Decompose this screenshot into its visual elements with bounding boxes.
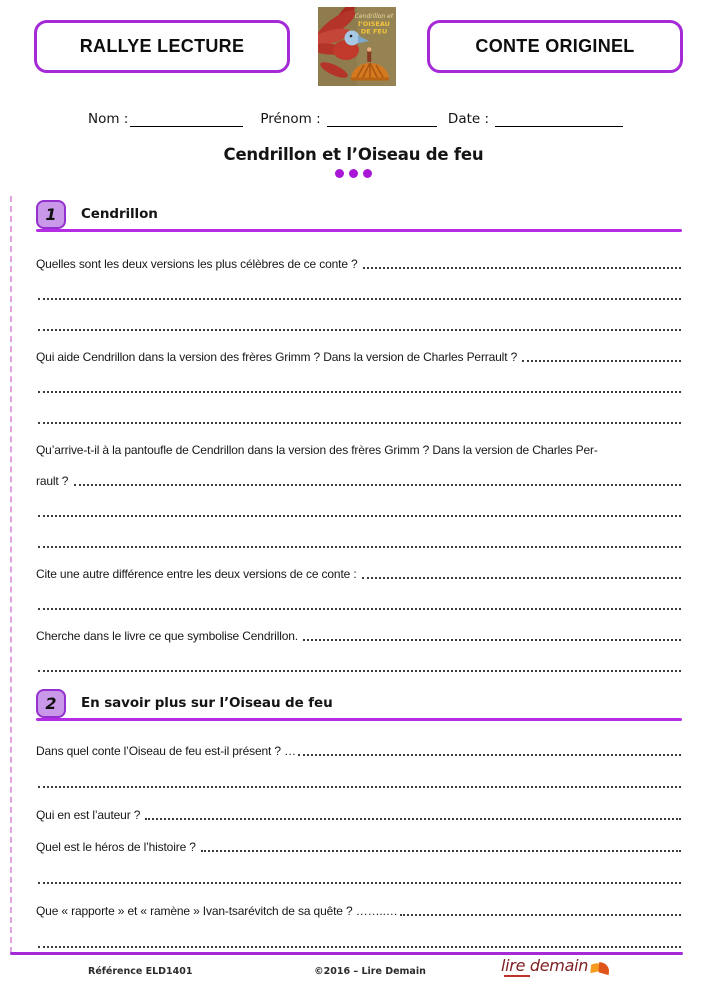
answer-dotted-line bbox=[38, 422, 681, 424]
left-dashed-rail bbox=[10, 196, 12, 953]
section-header bbox=[36, 199, 682, 229]
question-row bbox=[36, 613, 682, 644]
answer-row bbox=[36, 919, 682, 951]
question-text: Quelles sont les deux versions les plus célèbres de ce conte ? bbox=[36, 256, 361, 271]
answer-row bbox=[36, 582, 682, 613]
rallye-lecture-label: RALLYE LECTURE bbox=[79, 36, 245, 56]
publisher-logo-tagline bbox=[504, 975, 530, 977]
answer-dotted-line bbox=[362, 577, 681, 579]
book-cover-image bbox=[318, 7, 396, 86]
cover-title-line: l’OISEAU bbox=[358, 20, 390, 28]
section-header bbox=[36, 688, 682, 718]
cover-title-line: Cendrillon et bbox=[354, 13, 394, 20]
section-body bbox=[36, 727, 682, 951]
book-cover-illustration bbox=[318, 7, 396, 86]
name-label: Nom : bbox=[88, 111, 129, 127]
firstname-blank-line bbox=[327, 109, 437, 127]
title-dot bbox=[335, 169, 344, 178]
answer-dotted-line bbox=[38, 882, 681, 884]
footer-reference: Référence ELD1401 bbox=[88, 966, 193, 977]
answer-dotted-line bbox=[400, 914, 681, 916]
section-body bbox=[36, 241, 682, 675]
date-label: Date : bbox=[447, 111, 494, 127]
bottom-border-line bbox=[10, 952, 683, 955]
question-text: Qui aide Cendrillon dans la version des frères Grimm ? Dans la version de Charles Perrault ? bbox=[36, 349, 521, 364]
name-blank-line bbox=[130, 109, 243, 127]
section-number-badge: 1 bbox=[36, 200, 66, 229]
answer-dotted-line bbox=[201, 850, 681, 852]
question-text: rault ? bbox=[36, 473, 72, 488]
answer-row bbox=[36, 644, 682, 675]
answer-row bbox=[36, 396, 682, 427]
answer-row bbox=[36, 272, 682, 303]
section-oiseau-de-feu bbox=[36, 688, 682, 951]
identity-row bbox=[88, 103, 623, 127]
answer-dotted-line bbox=[38, 670, 681, 672]
title-dot bbox=[349, 169, 358, 178]
answer-dotted-line bbox=[38, 329, 681, 331]
answer-row bbox=[36, 303, 682, 334]
answer-dotted-line bbox=[38, 546, 681, 548]
question-row bbox=[36, 727, 682, 759]
question-text: Quel est le héros de l’histoire ? bbox=[36, 839, 199, 854]
question-row bbox=[36, 791, 682, 823]
answer-dotted-line bbox=[145, 818, 681, 820]
question-text: Cherche dans le livre ce que symbolise Cendrillon. bbox=[36, 628, 302, 643]
section-underline bbox=[36, 229, 682, 232]
question-row bbox=[36, 427, 682, 458]
answer-dotted-line bbox=[363, 267, 681, 269]
publisher-logo-text: lire demain bbox=[501, 956, 589, 975]
question-text: Dans quel conte l’Oiseau de feu est-il présent ? … bbox=[36, 743, 296, 758]
answer-dotted-line bbox=[38, 391, 681, 393]
question-text: Qu’arrive-t-il à la pantoufle de Cendrillon dans la version des frères Grimm ? Dans la version de Charles Per- bbox=[36, 442, 598, 457]
conte-originel-label: CONTE ORIGINEL bbox=[475, 36, 635, 56]
date-blank-line bbox=[495, 109, 623, 127]
answer-row bbox=[36, 365, 682, 396]
rallye-lecture-badge bbox=[34, 20, 290, 73]
worksheet-title: Cendrillon et l’Oiseau de feu bbox=[223, 145, 484, 164]
footer-copyright: ©2016 – Lire Demain bbox=[314, 966, 426, 977]
answer-dotted-line bbox=[74, 484, 682, 486]
publisher-logo bbox=[501, 958, 612, 975]
answer-row bbox=[36, 489, 682, 520]
answer-row bbox=[36, 759, 682, 791]
question-row bbox=[36, 334, 682, 365]
title-dots bbox=[0, 169, 707, 178]
section-cendrillon bbox=[36, 199, 682, 675]
section-number-badge: 2 bbox=[36, 689, 66, 718]
section-title: En savoir plus sur l’Oiseau de feu bbox=[81, 695, 333, 711]
answer-dotted-line bbox=[298, 754, 681, 756]
answer-dotted-line bbox=[38, 608, 681, 610]
question-row bbox=[36, 458, 682, 489]
question-row bbox=[36, 887, 682, 919]
cover-title-line: DE FEU bbox=[360, 27, 388, 36]
firstname-label: Prénom : bbox=[260, 111, 325, 127]
question-text: Cite une autre différence entre les deux versions de ce conte : bbox=[36, 566, 360, 581]
answer-dotted-line bbox=[38, 786, 681, 788]
answer-dotted-line bbox=[522, 360, 681, 362]
question-text: Qui en est l’auteur ? bbox=[36, 807, 144, 822]
answer-dotted-line bbox=[38, 946, 681, 948]
answer-dotted-line bbox=[303, 639, 681, 641]
answer-row bbox=[36, 520, 682, 551]
answer-dotted-line bbox=[38, 298, 681, 300]
question-row bbox=[36, 551, 682, 582]
title-dot bbox=[363, 169, 372, 178]
answer-row bbox=[36, 855, 682, 887]
question-row bbox=[36, 823, 682, 855]
question-row bbox=[36, 241, 682, 272]
answer-dotted-line bbox=[38, 515, 681, 517]
conte-originel-badge bbox=[427, 20, 683, 73]
question-text: Que « rapporte » et « ramène » Ivan-tsarévitch de sa quête ? ……..… bbox=[36, 903, 398, 918]
section-title: Cendrillon bbox=[81, 206, 158, 222]
section-underline bbox=[36, 718, 682, 721]
open-book-icon bbox=[590, 958, 612, 975]
